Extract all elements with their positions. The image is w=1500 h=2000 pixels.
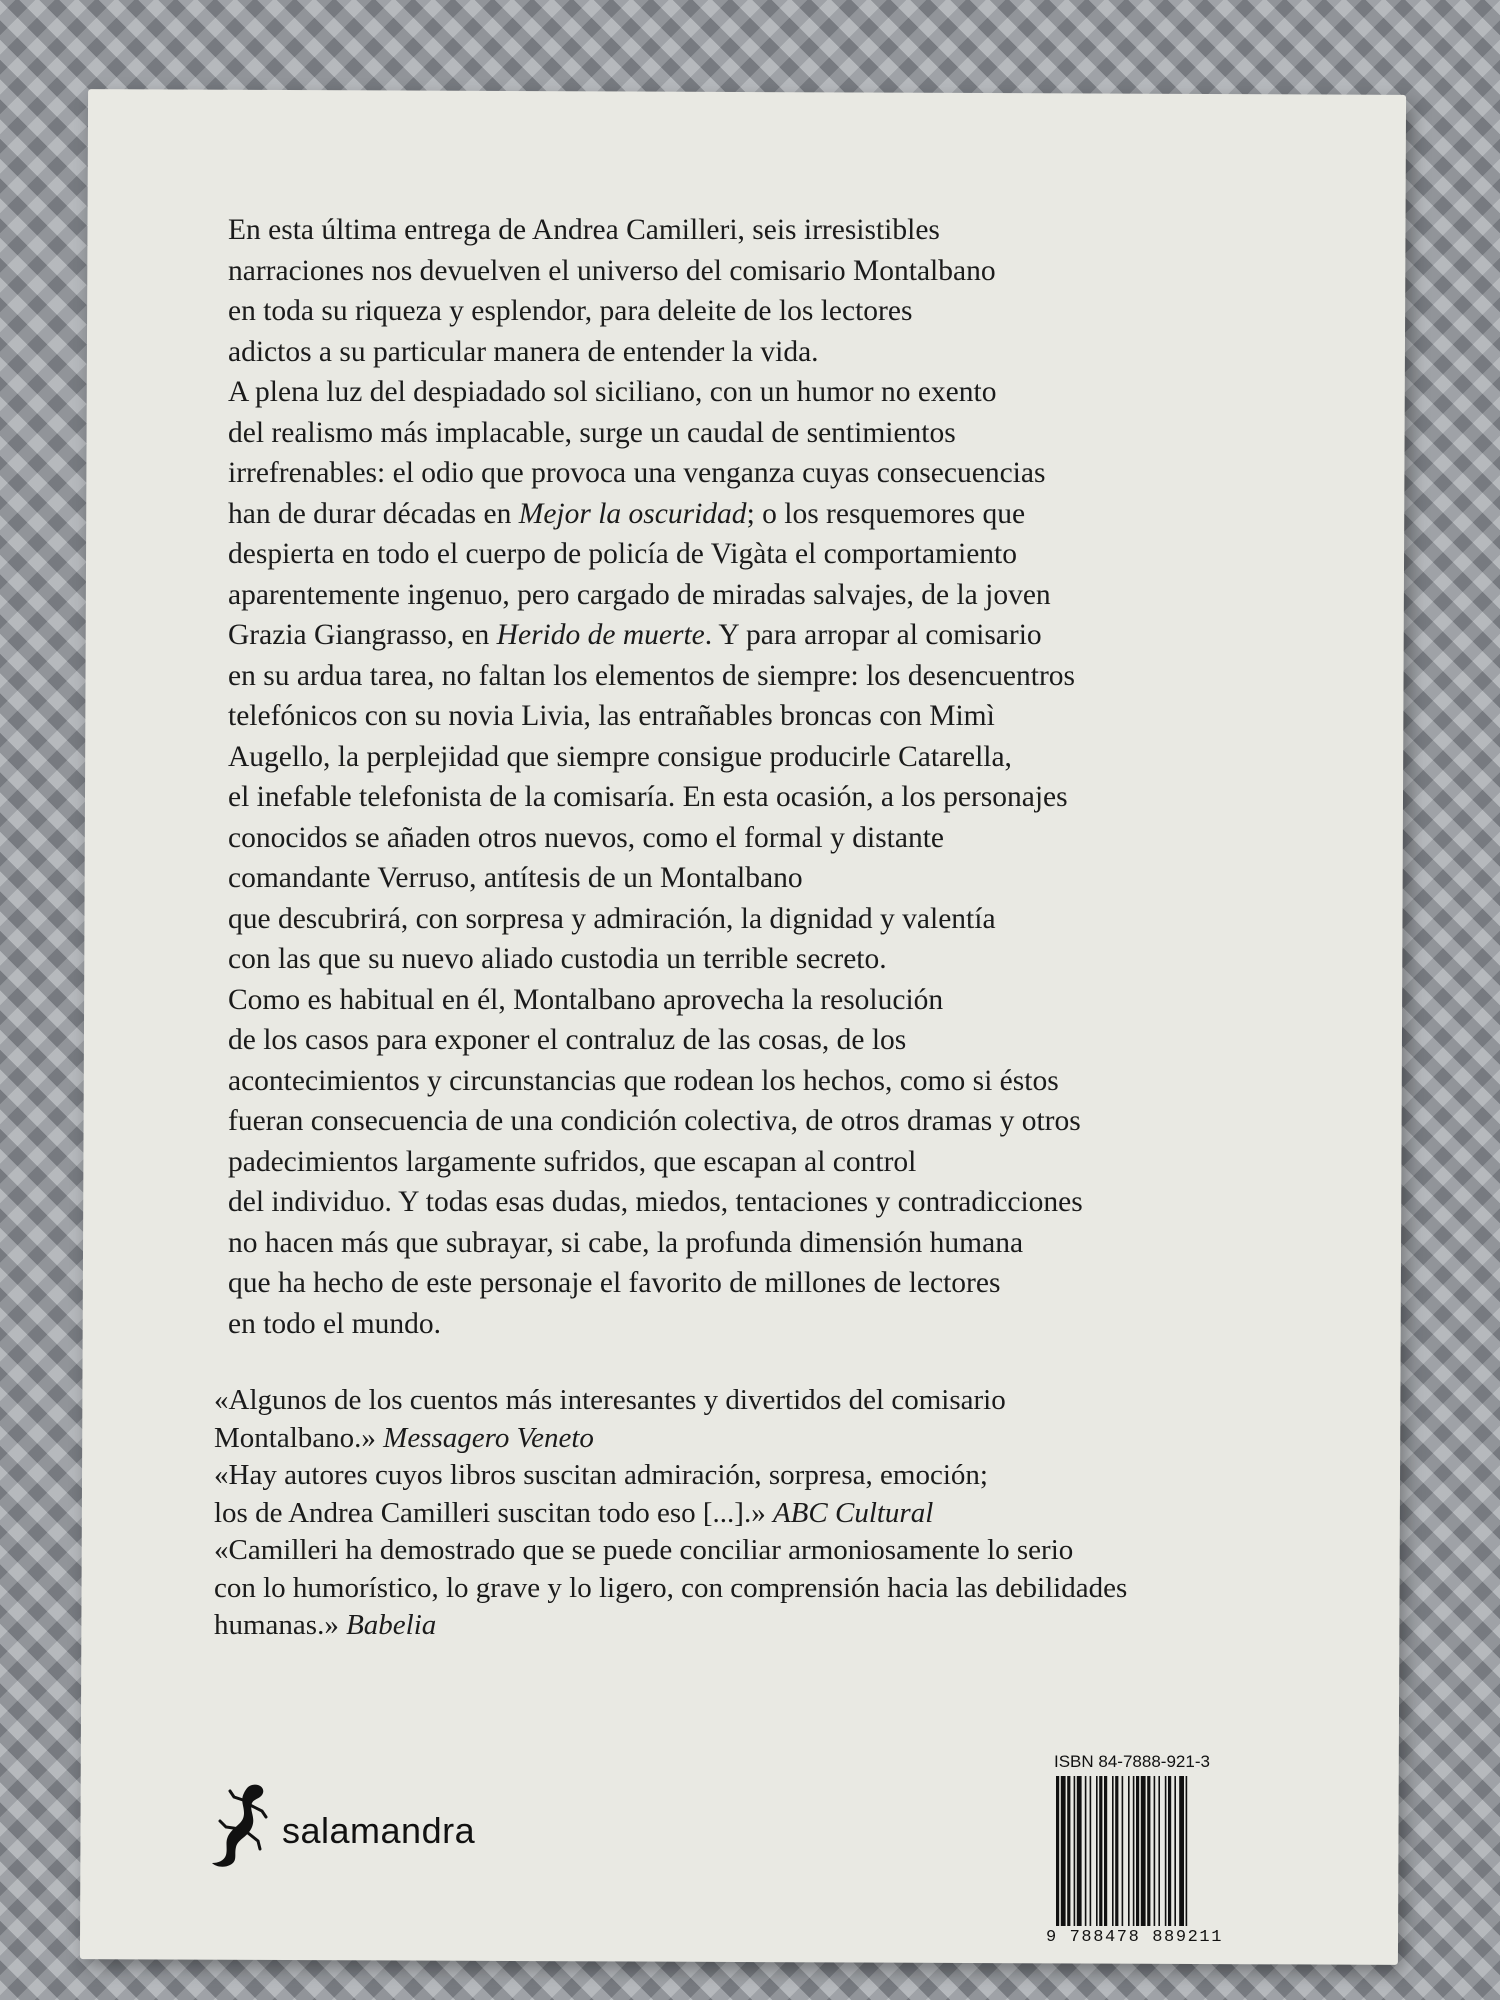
blurb-line: En esta última entrega de Andrea Camilleri, seis irresistibles: [228, 214, 940, 246]
salamander-icon: [208, 1781, 276, 1869]
blurb-line: no hacen más que subrayar, si cabe, la profunda dimensión humana: [228, 1226, 1024, 1259]
blurb-line: del realismo más implacable, surge un caudal de sentimientos: [228, 416, 956, 449]
blurb-line: con las que su nuevo aliado custodia un terrible secreto.: [228, 943, 887, 975]
blurb-line: fueran consecuencia de una condición colectiva, de otros dramas y otros: [228, 1105, 1081, 1137]
review-line: «Algunos de los cuentos más interesantes y divertidos del comisario: [214, 1384, 1006, 1416]
story-title: Mejor la oscuridad: [518, 497, 747, 530]
cover-blurb: [228, 210, 1238, 1344]
review-source: ABC Cultural: [772, 1496, 934, 1529]
blurb-line: comandante Verruso, antítesis de un Montalbano: [228, 862, 803, 894]
barcode: [1054, 1776, 1264, 1926]
blurb-line: telefónicos con su novia Livia, las entrañables broncas con Mimì: [228, 700, 995, 732]
blurb-line: aparentemente ingenuo, pero cargado de miradas salvajes, de la joven: [228, 578, 1051, 611]
review-text: los de Andrea Camilleri suscitan todo eso [...].»: [214, 1496, 773, 1529]
review-line: [214, 1607, 1254, 1645]
blurb-line: [228, 615, 1238, 656]
publisher-logo: [208, 1780, 528, 1870]
blurb-line: padecimientos largamente sufridos, que escapan al control: [228, 1145, 917, 1178]
publisher-name: salamandra: [282, 1810, 476, 1851]
review-line: [214, 1420, 1254, 1458]
blurb-line: en todo el mundo.: [228, 1307, 442, 1340]
blurb-line: que descubrirá, con sorpresa y admiración, la dignidad y valentía: [228, 902, 996, 935]
review-source: Messagero Veneto: [383, 1421, 594, 1454]
blurb-line: narraciones nos devuelven el universo del comisario Montalbano: [228, 254, 996, 287]
review-line: «Camilleri ha demostrado que se puede conciliar armoniosamente lo serio: [214, 1534, 1074, 1566]
blurb-line: irrefrenables: el odio que provoca una venganza cuyas consecuencias: [228, 457, 1046, 489]
review-line: [214, 1495, 1254, 1533]
ean-digits: 9 788478 889211: [1046, 1928, 1224, 1947]
review-text: Montalbano.»: [214, 1421, 384, 1454]
review-text: humanas.»: [214, 1609, 347, 1641]
blurb-text: han de durar décadas en: [228, 497, 519, 530]
blurb-line: Como es habitual en él, Montalbano aprovecha la resolución: [228, 983, 944, 1016]
blurb-line: en su ardua tarea, no faltan los elementos de siempre: los desencuentros: [228, 659, 1076, 692]
blurb-line: en toda su riqueza y esplendor, para deleite de los lectores: [228, 295, 913, 327]
press-reviews: [214, 1382, 1254, 1645]
review-source: Babelia: [346, 1609, 437, 1641]
blurb-line: del individuo. Y todas esas dudas, miedos, tentaciones y contradicciones: [228, 1186, 1083, 1218]
blurb-line: conocidos se añaden otros nuevos, como el formal y distante: [228, 821, 945, 854]
review-line: «Hay autores cuyos libros suscitan admiración, sorpresa, emoción;: [214, 1459, 988, 1491]
blurb-line: Augello, la perplejidad que siempre consigue producirle Catarella,: [228, 740, 1012, 773]
blurb-text: Grazia Giangrasso, en: [228, 619, 497, 651]
story-title: Herido de muerte: [496, 619, 705, 651]
blurb-line: [228, 494, 1238, 535]
blurb-line: A plena luz del despiadado sol siciliano, con un humor no exento: [228, 376, 997, 408]
blurb-line: despierta en todo el cuerpo de policía de Vigàta el comportamiento: [228, 538, 1017, 570]
isbn-label: ISBN 84-7888-921-3: [1054, 1752, 1210, 1771]
blurb-text: . Y para arropar al comisario: [704, 619, 1042, 651]
review-line: con lo humorístico, lo grave y lo ligero, con comprensión hacia las debilidades: [214, 1571, 1128, 1604]
blurb-text: ; o los resquemores que: [746, 497, 1026, 530]
blurb-line: de los casos para exponer el contraluz de las cosas, de los: [228, 1024, 907, 1056]
blurb-line: el inefable telefonista de la comisaría. En esta ocasión, a los personajes: [228, 781, 1068, 813]
blurb-line: que ha hecho de este personaje el favorito de millones de lectores: [228, 1267, 1001, 1299]
blurb-line: adictos a su particular manera de entender la vida.: [228, 335, 819, 368]
blurb-line: acontecimientos y circunstancias que rodean los hechos, como si éstos: [228, 1064, 1059, 1097]
